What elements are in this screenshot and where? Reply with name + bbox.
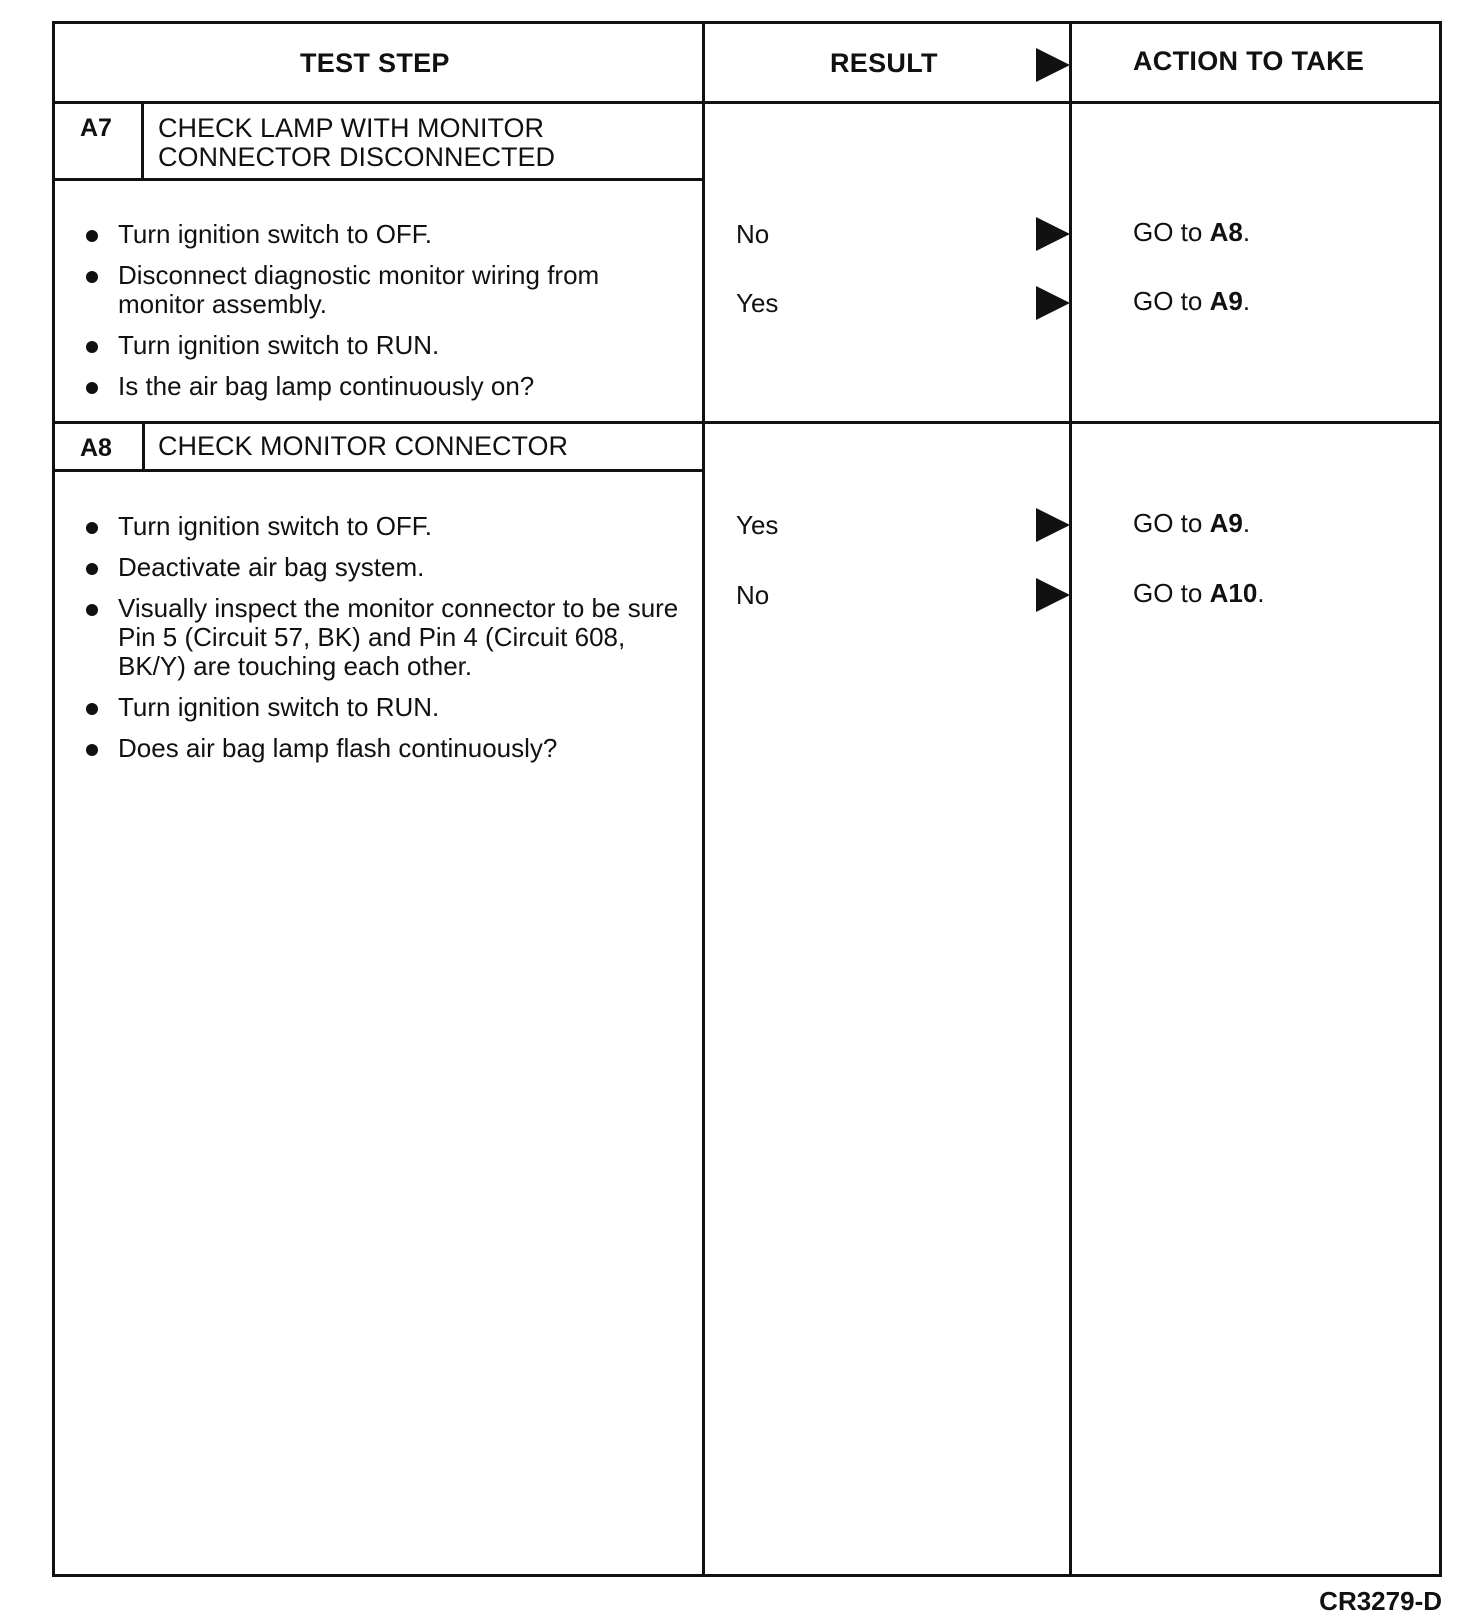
action-go-to (1133, 508, 1250, 539)
action-suffix: . (1242, 508, 1251, 538)
step-instructions (86, 220, 686, 413)
action-target: A9 (1209, 286, 1243, 316)
result-answer: No (736, 580, 770, 610)
step-instructions (86, 512, 686, 775)
result-arrow-icon (1036, 578, 1070, 612)
instruction-item: Turn ignition switch to RUN. (86, 693, 686, 722)
header-action: ACTION TO TAKE (1133, 46, 1365, 76)
a7-id-divider (141, 101, 144, 180)
action-prefix: GO to (1133, 578, 1210, 608)
action-prefix: GO to (1133, 508, 1210, 538)
header-test-step: TEST STEP (300, 48, 450, 78)
a8-title-bottom (52, 469, 704, 472)
step-title-line: CHECK MONITOR CONNECTOR (158, 431, 569, 461)
instruction-item: Turn ignition switch to OFF. (86, 220, 686, 249)
instruction-item: Does air bag lamp flash continuously? (86, 734, 686, 763)
a8-id-divider (142, 421, 145, 471)
action-suffix: . (1257, 578, 1265, 608)
result-answer: Yes (736, 510, 779, 540)
action-go-to (1133, 286, 1250, 317)
column-divider-result (702, 21, 705, 1577)
action-prefix: GO to (1133, 286, 1210, 316)
action-target: A10 (1209, 578, 1258, 608)
result-answer: No (736, 219, 770, 249)
result-arrow-icon (1036, 217, 1070, 251)
step-title-line: CHECK LAMP WITH MONITOR (158, 113, 545, 143)
step-id: A8 (80, 434, 112, 462)
step-id: A7 (80, 114, 112, 142)
action-go-to (1133, 578, 1265, 609)
action-suffix: . (1242, 286, 1251, 316)
step-title-line: CONNECTOR DISCONNECTED (158, 142, 556, 172)
result-arrow-icon (1036, 286, 1070, 320)
instruction-item: Disconnect diagnostic monitor wiring from monitor assembly. (86, 261, 686, 319)
instruction-item: Is the air bag lamp continuously on? (86, 372, 686, 401)
action-target: A9 (1209, 508, 1243, 538)
header-result: RESULT (830, 48, 938, 78)
instruction-item: Visually inspect the monitor connector to be sure Pin 5 (Circuit 57, BK) and Pin 4 (Circuit 608, BK/Y) are touching each other. (86, 594, 686, 681)
instruction-item: Turn ignition switch to RUN. (86, 331, 686, 360)
action-prefix: GO to (1133, 217, 1210, 247)
action-suffix: . (1242, 217, 1251, 247)
step-divider (52, 421, 1442, 424)
step-title (158, 114, 555, 172)
result-answer: Yes (736, 288, 779, 318)
step-title (158, 432, 568, 461)
instruction-item: Deactivate air bag system. (86, 553, 686, 582)
result-arrow-icon (1036, 508, 1070, 542)
action-go-to (1133, 217, 1250, 248)
column-divider-action (1069, 21, 1072, 1577)
a7-title-bottom (52, 178, 704, 181)
figure-id: CR3279-D (1319, 1586, 1442, 1616)
header-arrow-icon (1036, 48, 1070, 82)
action-target: A8 (1209, 217, 1243, 247)
instruction-item: Turn ignition switch to OFF. (86, 512, 686, 541)
header-divider (52, 101, 1442, 104)
